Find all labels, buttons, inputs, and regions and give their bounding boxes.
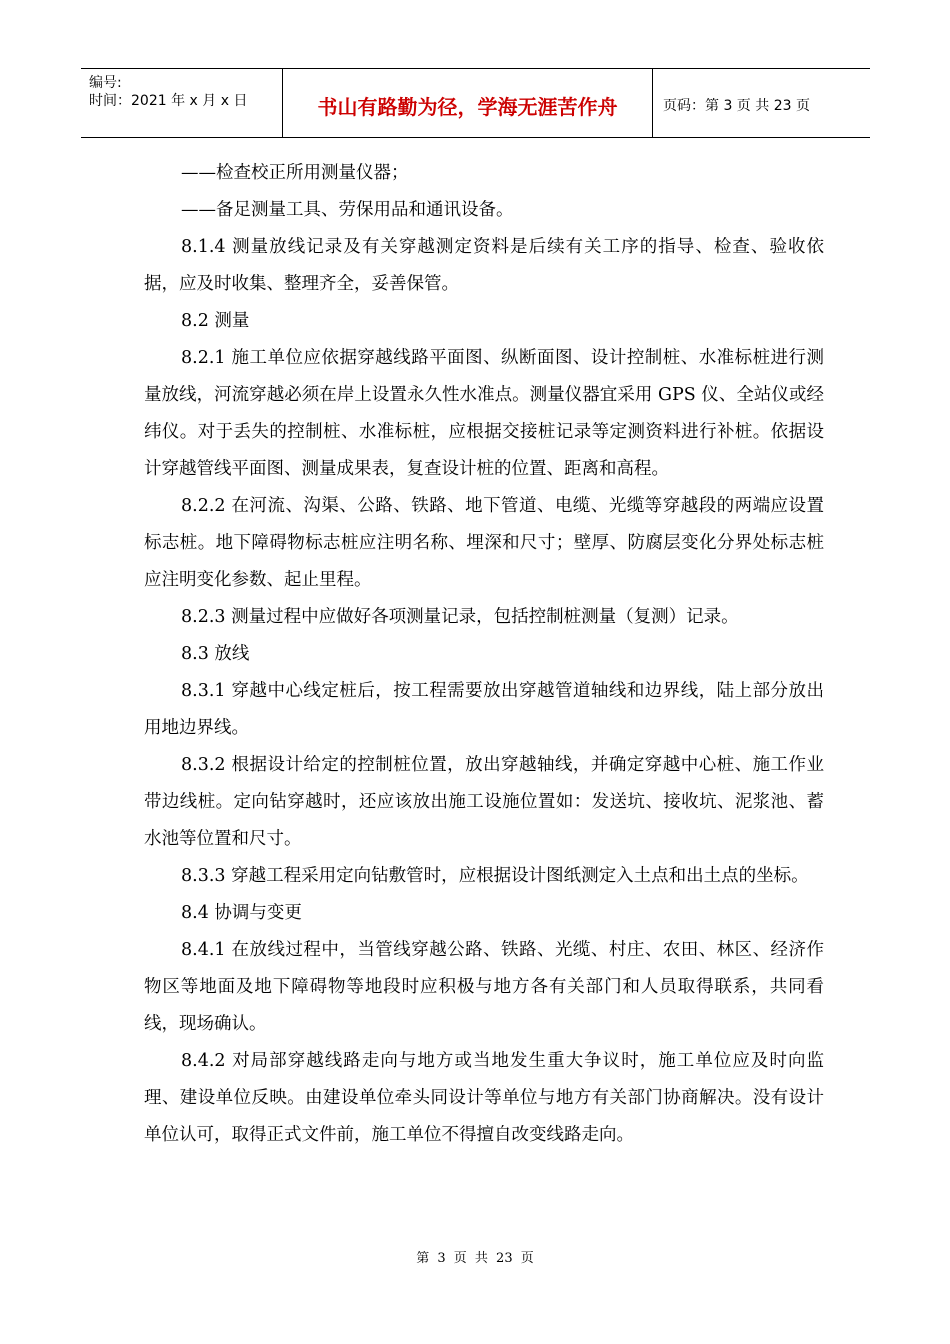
paragraph: 8.2.3 测量过程中应做好各项测量记录，包括控制桩测量（复测）记录。 — [181, 607, 739, 627]
paragraph: 8.1.4 测量放线记录及有关穿越测定资料是后续有关工序的指导、检查、验收依据，应及时收集、整理齐全，妥善保管。 — [144, 237, 824, 294]
document-body — [144, 155, 824, 1154]
section-heading: 8.3 放线 — [181, 644, 250, 664]
paragraph: 8.3.2 根据设计给定的控制桩位置，放出穿越轴线，并确定穿越中心桩、施工作业带边线桩。定向钻穿越时，还应该放出施工设施位置如：发送坑、接收坑、泥浆池、蓄水池等位置和尺寸。 — [144, 755, 824, 849]
paragraph: 8.2.1 施工单位应依据穿越线路平面图、纵断面图、设计控制桩、水准标桩进行测量放线，河流穿越必须在岸上设置永久性水准点。测量仪器宜采用 GPS 仪、全站仪或经纬仪。对于丢失的控制桩、水准标桩，应根据交接桩记录等定测资料进行补桩。依据设计穿越管线平面图、测量成果表，复查设计桩的位置、距离和高程。 — [144, 348, 824, 479]
paragraph: ——检查校正所用测量仪器； — [181, 163, 409, 183]
paragraph: ——备足测量工具、劳保用品和通讯设备。 — [181, 200, 514, 220]
document-date: 时间：2021 年 x 月 x 日 — [89, 93, 248, 109]
document-number-label: 编号: — [89, 75, 122, 91]
paragraph: 8.3.1 穿越中心线定桩后，按工程需要放出穿越管道轴线和边界线，陆上部分放出用地边界线。 — [144, 681, 824, 738]
header-motto: 书山有路勤为径，学海无涯苦作舟 — [283, 69, 653, 137]
page-header — [81, 68, 870, 138]
paragraph: 8.3.3 穿越工程采用定向钻敷管时，应根据设计图纸测定入土点和出土点的坐标。 — [181, 866, 809, 886]
header-page-info: 页码：第 3 页 共 23 页 — [663, 98, 810, 114]
section-heading: 8.4 协调与变更 — [181, 903, 302, 923]
header-meta — [81, 69, 283, 137]
section-heading: 8.2 测量 — [181, 311, 250, 331]
paragraph: 8.4.1 在放线过程中，当管线穿越公路、铁路、光缆、村庄、农田、林区、经济作物区等地面及地下障碍物等地段时应积极与地方各有关部门和人员取得联系，共同看线，现场确认。 — [144, 940, 824, 1034]
paragraph: 8.2.2 在河流、沟渠、公路、铁路、地下管道、电缆、光缆等穿越段的两端应设置标志桩。地下障碍物标志桩应注明名称、埋深和尺寸；壁厚、防腐层变化分界处标志桩应注明变化参数、起止里程。 — [144, 496, 824, 590]
paragraph: 8.4.2 对局部穿越线路走向与地方或当地发生重大争议时，施工单位应及时向监理、建设单位反映。由建设单位牵头同设计等单位与地方有关部门协商解决。没有设计单位认可，取得正式文件前，施工单位不得擅自改变线路走向。 — [144, 1051, 824, 1145]
page-footer: 第 3 页 共 23 页 — [416, 1251, 534, 1266]
